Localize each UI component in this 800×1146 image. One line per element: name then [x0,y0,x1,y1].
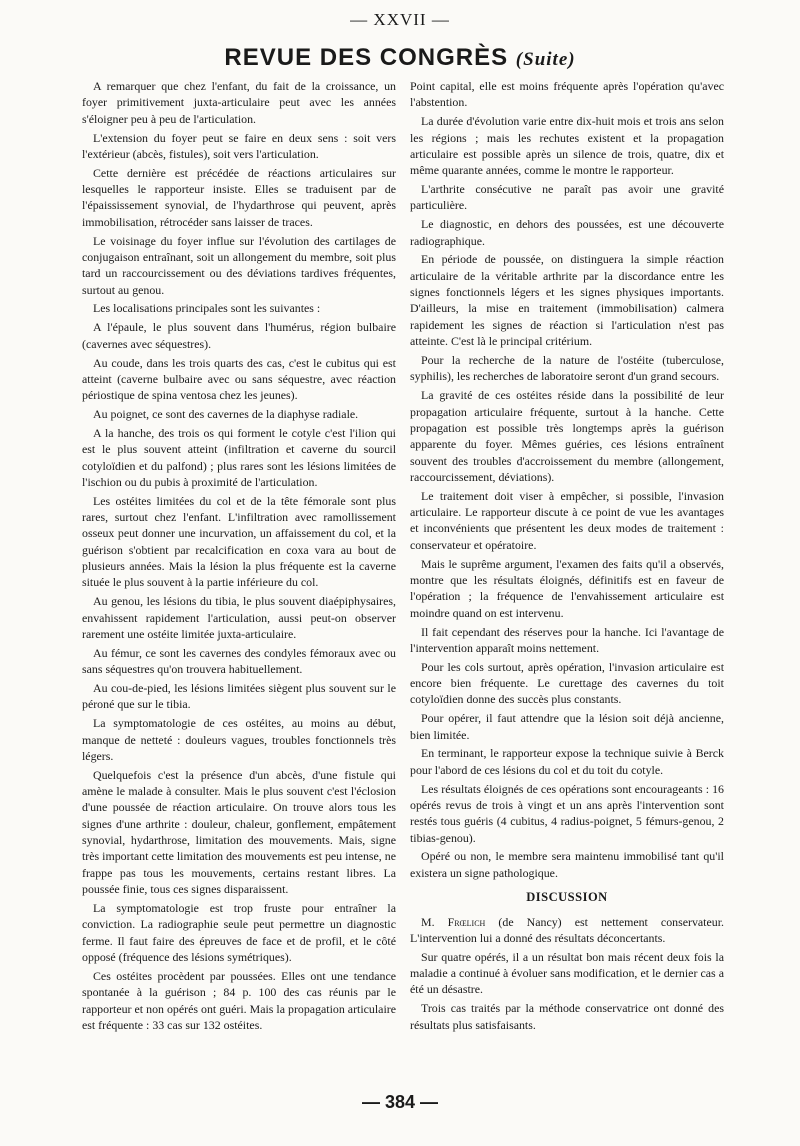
paragraph [410,914,724,947]
paragraph: Au coude, dans les trois quarts des cas, c'est le cubitus qui est atteint (caverne bulbaire avec ou sans séquestre, avec réaction périostique de spina ventosa chez les jeunes). [82,355,396,403]
paragraph: Pour les cols surtout, après opération, l'invasion articulaire est encore bien fréquente. Le curettage des cavernes du toit cotyloïdien donne des succès plus constants. [410,659,724,707]
paragraph: Opéré ou non, le membre sera maintenu immobilisé tant qu'il existera un signe pathologique. [410,849,724,880]
paragraph: La symptomatologie est trop fruste pour entraîner la conviction. La radiographie seule peut permettre un diagnostic ferme. Il faut faire des épreuves de face et de profil, et le côté opposé (fréquence des lésions symétriques). [82,901,396,965]
paragraph: Point capital, elle est moins fréquente après l'opération qu'avec l'abstention. [410,79,724,110]
paragraph: Pour la recherche de la nature de l'ostéite (tuberculose, syphilis), les recherches de laboratoire seront d'un grand secours. [410,353,724,384]
paragraph: La durée d'évolution varie entre dix-huit mois et trois ans selon les régions ; mais les rechutes existent et la propagation articulaire est possible après un silence de trois, quatre, dix et même quarante années, comme le montre le rapporteur. [410,114,724,178]
page-number: — 384 — [361,1092,439,1112]
paragraph: Au genou, les lésions du tibia, le plus souvent diaépiphysaires, envahissent rapidement l'articulation, aussi peut-on observer rarement une ostéite limitée juxta-articulaire. [82,594,396,641]
left-column [82,78,396,1036]
discussion-heading: DISCUSSION [526,890,608,905]
paragraph: En terminant, le rapporteur expose la technique suivie à Berck pour l'abord de ces lésions du col et du toit du cotyle. [410,746,724,777]
paragraph: L'extension du foyer peut se faire en deux sens : soit vers l'extérieur (abcès, fistules), soit vers l'articulation. [82,130,396,161]
paragraph: Ces ostéites procèdent par poussées. Elles ont une tendance spontanée à la guérison ; 84 p. 100 des cas réunis par le rapporteur et non opérés ont guéri. Mais la propagation articulaire est fréquente : 33 cas sur 132 ostéites. [82,968,396,1032]
paragraph: Au fémur, ce sont les cavernes des condyles fémoraux avec ou sans séquestres qu'on trouvera habituellement. [82,645,396,677]
title-suite: (Suite) [515,49,576,70]
paragraph: Pour opérer, il faut attendre que la lésion soit déjà ancienne, bien limitée. [410,711,724,742]
paragraph: En période de poussée, on distinguera la simple réaction articulaire de la véritable arthrite par la discordance entre les signes fonctionnels légers et les signes physiques importants. D'ailleurs, la mise en traitement (immobilisation) calmera rapidement les signes de réaction si l'articulation n'est pas atteinte. C'est là le principal critérium. [410,252,724,349]
paragraph: A la hanche, des trois os qui forment le cotyle c'est l'ilion qui est le plus souvent atteint (infiltration et caverne du sourcil cotyloïdien et du palfond) ; plus rares sont les lésions limitées de l'ischion ou du pubis à proximité de l'articulation. [82,425,396,489]
paragraph: La gravité de ces ostéites réside dans la possibilité de leur propagation articulaire fréquente, surtout à la hanche. Cette propagation est possible très longtemps après la guérison apparente du foyer. Mêmes guéries, ces lésions entraînent souvent des troubles d'accroissement du membre (allongement, raccourcissement, déviations). [410,388,724,484]
paragraph: La symptomatologie de ces ostéites, au moins au début, manque de netteté : douleurs vagues, troubles fonctionnels très légers. [82,716,396,763]
paragraph: Trois cas traités par la méthode conservatrice ont donné des résultats plus satisfaisants. [410,1001,724,1032]
paragraph: Quelquefois c'est la présence d'un abcès, d'une fistule qui amène le malade à consulter. Mais le plus souvent c'est l'éclosion d'une poussée de réaction articulaire. On trouve alors tous les signes d'une arthrite : douleur, chaleur, gonflement, empâtement synovial, hydarthrose, limitation des mouvements. Mais, signe très important cette limitation des mouvements est peu intense, ne frappe pas tous les mouvements, certains restant libres. La poussée finie, tous ces signes disparaissent. [82,767,396,897]
right-column [410,78,724,1035]
paragraph: Le diagnostic, en dehors des poussées, est une découverte radiographique. [410,217,724,248]
paragraph: Au cou-de-pied, les lésions limitées siègent plus souvent sur le péroné que sur le tibia. [82,681,396,712]
paragraph: Au poignet, ce sont des cavernes de la diaphyse radiale. [93,407,359,422]
paragraph: Il fait cependant des réserves pour la hanche. Ici l'avantage de l'intervention apparaît moins nettement. [410,624,724,655]
roman-page-number: — XXVII — [350,10,450,29]
paragraph: Les localisations principales sont les suivantes : [93,301,321,316]
paragraph: Le traitement doit viser à empêcher, si possible, l'invasion articulaire. Le rapporteur discute à ce point de vue les avantages et inconvénients que présentent les deux modes de traitement : conservateur et opératoire. [410,488,724,552]
paragraph: A remarquer que chez l'enfant, du fait de la croissance, un foyer primitivement juxta-articulaire peut avec les années s'éloigner peu à peu de l'articulation. [82,79,396,126]
paragraph: A l'épaule, le plus souvent dans l'humérus, région bulbaire (cavernes avec séquestres). [82,320,396,351]
page-title [0,44,800,72]
paragraph: Les ostéites limitées du col et de la tête fémorale sont plus rares, surtout chez l'enfant. L'infiltration avec ramollissement osseux peut donner une incurvation, un affaissement du col, et la guérison s'obtient par recalcification en coxa vara au bout de plusieurs années. Mais la lésion la plus fréquente est la caverne située le plus souvent à la partie inférieure du col. [82,493,396,590]
paragraph: Cette dernière est précédée de réactions articulaires sur lesquelles le rapporteur insiste. Elles se traduisent par de l'épaississement synovial, de l'hydarthrose qui peuvent, après immobilisation, rétrocéder sans laisser de traces. [82,165,396,229]
paragraph: Mais le suprême argument, l'examen des faits qu'il a observés, montre que les résultats éloignés, définitifs est en faveur de l'opération ; la fréquence de l'envahissement articulaire est moindre quand on est intervenu. [410,556,724,620]
discussion-first-text: (de Nancy) est nettement conservateur. L'intervention lui a donné des résultats déconcertants. [410,914,724,945]
title-text: REVUE DES CONGRÈS [224,44,509,71]
discussion-author: M. Frœlich [421,914,486,929]
paragraph: Les résultats éloignés de ces opérations sont encourageants : 16 opérés revus de trois à vingt et un ans après l'intervention sont restés tous guéris (4 cubitus, 4 radius-poignet, 5 fémurs-genou, 2 tibias-genou). [410,781,724,845]
paragraph: L'arthrite consécutive ne paraît pas avoir une gravité particulière. [410,182,724,213]
paragraph: Le voisinage du foyer influe sur l'évolution des cartilages de conjugaison entraînant, soit un allongement du membre, soit plus tard un raccourcissement ou des déviations tardives fréquentes, surtout au genou. [82,233,396,297]
paragraph: Sur quatre opérés, il a un résultat bon mais récent deux fois la maladie a continué à évoluer sans modification, et le dernier cas a été un désastre. [410,949,724,997]
